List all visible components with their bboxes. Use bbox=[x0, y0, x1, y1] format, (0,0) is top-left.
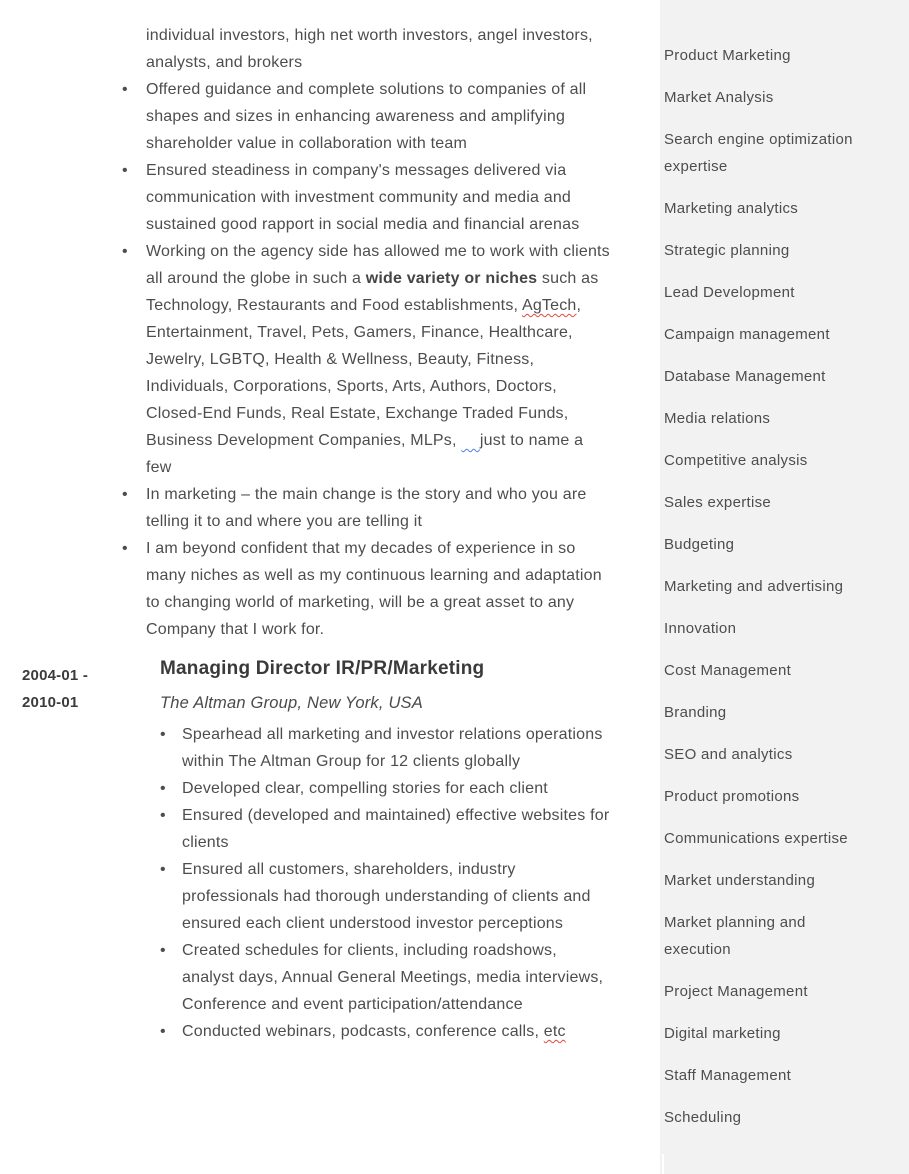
bullet-text: In marketing – the main change is the story and who you are telling it to and where you are telling it bbox=[146, 486, 587, 530]
skill-item[interactable]: Media relations bbox=[664, 410, 771, 427]
bullet-item[interactable] bbox=[122, 238, 613, 481]
skill-item[interactable]: Product Marketing bbox=[664, 47, 791, 64]
bullet-marker: • bbox=[122, 540, 128, 557]
bullet-marker: • bbox=[122, 81, 128, 98]
skill-item[interactable]: Search engine optimization expertise bbox=[664, 131, 853, 175]
bullet-marker: • bbox=[160, 726, 166, 743]
bullet-marker: • bbox=[122, 486, 128, 503]
skill-item[interactable]: Competitive analysis bbox=[664, 452, 808, 469]
skill-item[interactable]: Budgeting bbox=[664, 536, 735, 553]
skill-item[interactable]: Digital marketing bbox=[664, 1025, 781, 1042]
job-title[interactable]: Managing Director IR/PR/Marketing bbox=[160, 658, 485, 679]
skill-item[interactable]: Scheduling bbox=[664, 1109, 742, 1126]
bullet-item[interactable] bbox=[160, 775, 613, 802]
bullet-item[interactable] bbox=[160, 802, 613, 856]
skill-item[interactable]: Cost Management bbox=[664, 662, 792, 679]
bullet-continuation-text[interactable]: individual investors, high net worth investors, angel investors, analysts, and brokers bbox=[146, 27, 593, 71]
skill-item[interactable]: Product promotions bbox=[664, 788, 800, 805]
skills-list bbox=[664, 42, 871, 1131]
bullet-text: Ensured all customers, shareholders, industry professionals had thorough understanding of clients and ensured each client understood investor perceptions bbox=[182, 861, 591, 932]
bullet-item[interactable] bbox=[160, 856, 613, 937]
date-end: 2010-01 bbox=[22, 694, 79, 711]
experience-entry bbox=[22, 654, 613, 1045]
experience-body bbox=[160, 654, 613, 1045]
skill-item[interactable]: Project Management bbox=[664, 983, 808, 1000]
company-location[interactable]: The Altman Group, New York, USA bbox=[160, 694, 423, 712]
bullet-item[interactable] bbox=[160, 1018, 613, 1045]
bullet-text: Ensured (developed and maintained) effective websites for clients bbox=[182, 807, 610, 851]
skill-item[interactable]: Market understanding bbox=[664, 872, 816, 889]
bullet-text: Ensured steadiness in company's messages delivered via communication with investment community and media and sustained good rapport in social media and financial arenas bbox=[146, 162, 580, 233]
bullet-marker: • bbox=[160, 942, 166, 959]
skill-item[interactable]: Strategic planning bbox=[664, 242, 790, 259]
experience-dates[interactable] bbox=[22, 662, 117, 716]
skill-item[interactable]: Market Analysis bbox=[664, 89, 774, 106]
bullet-item[interactable] bbox=[160, 721, 613, 775]
bullet-text: Created schedules for clients, including roadshows, analyst days, Annual General Meetings, media interviews, Conference and event participation/attendance bbox=[182, 942, 604, 1013]
bullet-item[interactable] bbox=[160, 937, 613, 1018]
experience-bullet-list bbox=[160, 721, 613, 1045]
bullet-text: Working on the agency side has allowed me to work with clients all around the globe in such a wide variety or niches such as Technology, Restaurants and Food establishments, AgTech, Entertainment, Travel, Pets, Gamers, Finance, Healthcare, Jewelry, LGBTQ, Health & Wellness, Beauty, Fitness, Individuals, Corporations, Sports, Arts, Authors, Doctors, Closed-End Funds, Real Estate, Exchange Traded Funds, Business Development Companies, MLPs, just to name a few bbox=[146, 243, 610, 476]
bullet-text: Offered guidance and complete solutions to companies of all shapes and sizes in enhancing awareness and amplifying shareholder value in collaboration with team bbox=[146, 81, 587, 152]
bullet-text: Developed clear, compelling stories for each client bbox=[182, 780, 548, 797]
skills-sidebar bbox=[660, 0, 909, 1174]
text-cursor bbox=[662, 1154, 664, 1174]
skill-item[interactable]: Staff Management bbox=[664, 1067, 792, 1084]
bullet-marker: • bbox=[160, 807, 166, 824]
bullet-item[interactable] bbox=[122, 76, 613, 157]
bullet-text: I am beyond confident that my decades of experience in so many niches as well as my continuous learning and adaptation to changing world of marketing, will be a great asset to any Company that I work for. bbox=[146, 540, 602, 638]
skill-item[interactable]: Communications expertise bbox=[664, 830, 848, 847]
skill-item[interactable]: Marketing and advertising bbox=[664, 578, 844, 595]
skill-item[interactable]: Campaign management bbox=[664, 326, 830, 343]
skill-item[interactable]: Database Management bbox=[664, 368, 826, 385]
skill-item[interactable]: Sales expertise bbox=[664, 494, 772, 511]
date-start: 2004-01 - bbox=[22, 667, 89, 684]
skill-item[interactable]: Branding bbox=[664, 704, 727, 721]
bullet-item[interactable] bbox=[122, 157, 613, 238]
skill-item[interactable]: Lead Development bbox=[664, 284, 795, 301]
bullet-marker: • bbox=[122, 162, 128, 179]
summary-bullet-list bbox=[122, 76, 613, 643]
skill-item[interactable]: Marketing analytics bbox=[664, 200, 799, 217]
bullet-text: Spearhead all marketing and investor relations operations within The Altman Group for 12 clients globally bbox=[182, 726, 603, 770]
bullet-text: Conducted webinars, podcasts, conference calls, etc bbox=[182, 1023, 566, 1040]
bullet-marker: • bbox=[122, 243, 128, 260]
bullet-marker: • bbox=[160, 780, 166, 797]
bullet-item[interactable] bbox=[122, 481, 613, 535]
bullet-marker: • bbox=[160, 1023, 166, 1040]
bullet-marker: • bbox=[160, 861, 166, 878]
skill-item[interactable]: SEO and analytics bbox=[664, 746, 793, 763]
skill-item[interactable]: Market planning and execution bbox=[664, 914, 806, 958]
skill-item[interactable]: Innovation bbox=[664, 620, 737, 637]
bullet-item[interactable] bbox=[122, 535, 613, 643]
